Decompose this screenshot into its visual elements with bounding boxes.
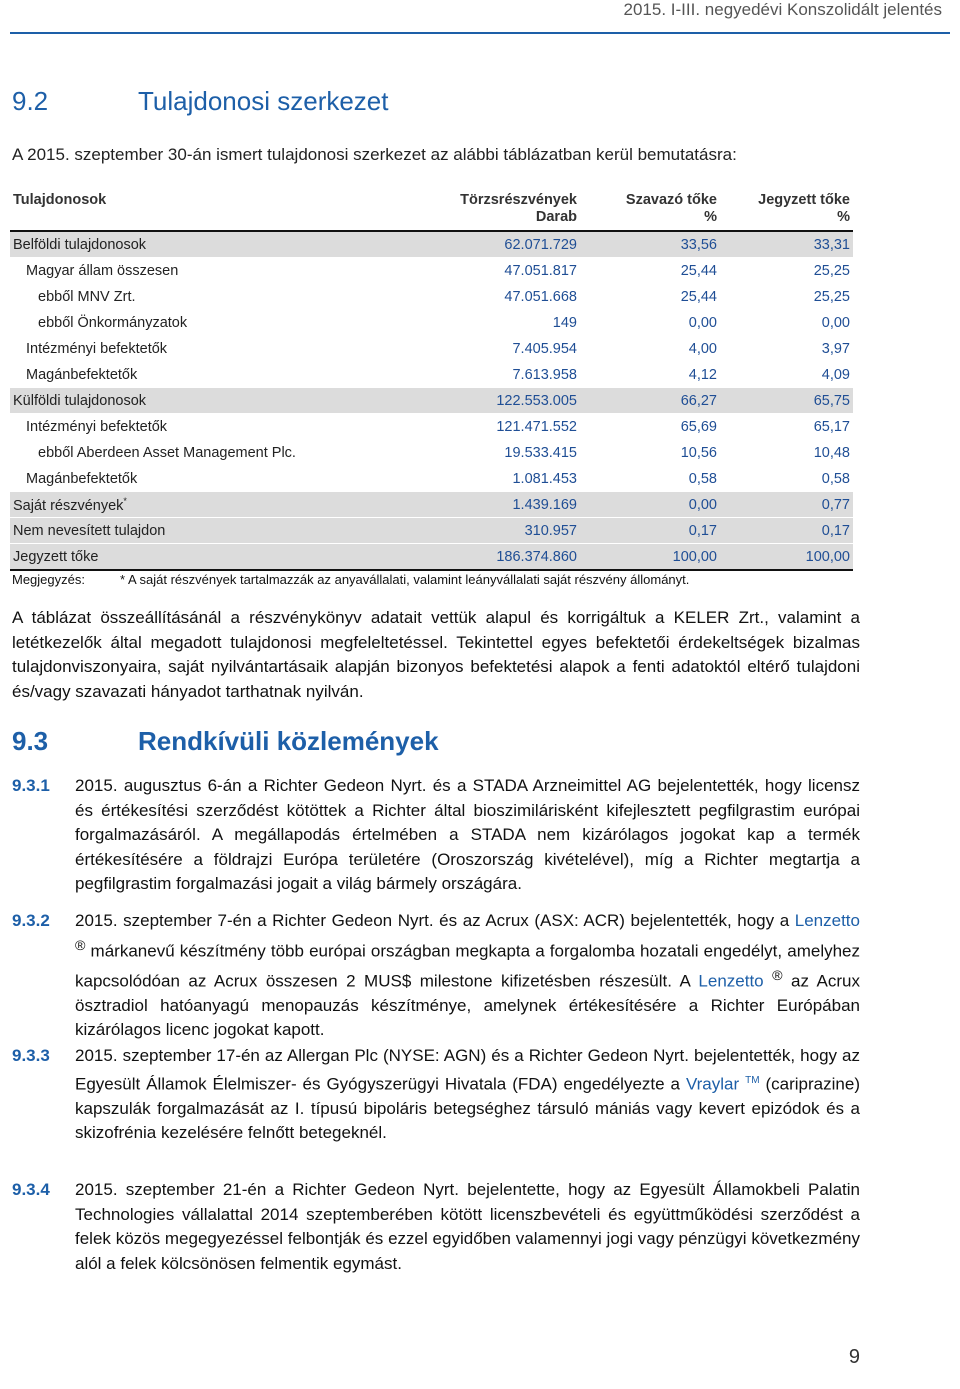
col-header-capital [720, 188, 853, 231]
table-header-row [10, 188, 853, 231]
row-voting: 10,56 [580, 440, 720, 466]
footnote-label: Megjegyzés: [12, 572, 85, 587]
row-capital: 33,31 [720, 231, 853, 258]
section-title: Tulajdonosi szerkezet [138, 86, 389, 116]
row-capital: 4,09 [720, 362, 853, 388]
row-voting: 4,12 [580, 362, 720, 388]
row-name: Magánbefektetők [10, 466, 440, 492]
table-footnote [12, 572, 689, 587]
col-header-shares [440, 188, 580, 231]
row-shares: 7.613.958 [440, 362, 580, 388]
announcement-text [75, 1044, 860, 1146]
row-name-cell [10, 492, 440, 518]
col-header-voting-line2: % [704, 209, 717, 225]
row-shares: 310.957 [440, 518, 580, 544]
row-capital: 65,75 [720, 388, 853, 414]
table-row [10, 336, 853, 362]
row-capital: 10,48 [720, 440, 853, 466]
row-voting: 25,44 [580, 284, 720, 310]
row-capital: 0,17 [720, 518, 853, 544]
announcement-number: 9.3.4 [12, 1180, 50, 1199]
brand-name-vraylar: Vraylar [685, 1074, 740, 1094]
row-shares: 7.405.954 [440, 336, 580, 362]
table-total-row [10, 544, 853, 571]
row-shares: 186.374.860 [440, 544, 580, 571]
row-voting: 0,58 [580, 466, 720, 492]
announcement-number: 9.3.2 [12, 911, 50, 930]
section-heading-announcements [12, 726, 439, 757]
row-voting: 65,69 [580, 414, 720, 440]
page-number: 9 [848, 1346, 860, 1368]
registered-mark: ® [75, 937, 86, 954]
footnote-marker: * [123, 495, 127, 506]
registered-mark: ® [772, 967, 783, 984]
row-capital: 0,58 [720, 466, 853, 492]
row-name: ebből Önkormányzatok [10, 310, 440, 336]
footnote-text: * A saját részvények tartalmazzák az anyavállalati, valamint leányvállalati saját részvény állományt. [120, 572, 690, 587]
announcement-text [75, 909, 860, 1043]
row-capital: 3,97 [720, 336, 853, 362]
section-title: Rendkívüli közlemények [138, 726, 439, 756]
row-capital: 0,77 [720, 492, 853, 518]
announcement-text: 2015. szeptember 21-én a Richter Gedeon Nyrt. bejelentette, hogy az Egyesült Államokbeli Palatin Technologies vállalattal 2014 szeptemberében kötött licenszbevételi és együttműködési szerződést a felek közös megegyezéssel felbontják és ezzel egyidőben valamennyi jogi vagy pénzügyi következmény alól a felek kölcsönösen felmentik egymást. [75, 1180, 860, 1273]
row-shares: 62.071.729 [440, 231, 580, 258]
table-row [10, 518, 853, 544]
row-capital: 25,25 [720, 284, 853, 310]
row-name: Belföldi tulajdonosok [10, 231, 440, 258]
announcement-text: 2015. augusztus 6-án a Richter Gedeon Nyrt. és a STADA Arzneimittel AG bejelentették, hogy licensz és értékesítési szerződést kötöttek a Richter által bioszimilárisként kifejlesztett pegfilgrastim európai forgalmazásáról. A megállapodás értelmében a STADA nem kizárólagos jogokat kap a termék értékesítésére a földrajzi Európa területére (Oroszország kivételével), míg a Richter megtartja a pegfilgrastim forgalmazási jogait a világ bármely országára. [75, 776, 860, 893]
announcement-item [12, 1044, 860, 1146]
row-shares: 47.051.668 [440, 284, 580, 310]
table-row [10, 414, 853, 440]
row-shares: 1.439.169 [440, 492, 580, 518]
row-shares: 1.081.453 [440, 466, 580, 492]
row-name: Magyar állam összesen [10, 258, 440, 284]
row-voting: 0,00 [580, 310, 720, 336]
row-name: Saját részvények [13, 497, 124, 514]
row-voting: 33,56 [580, 231, 720, 258]
table-row [10, 492, 853, 518]
row-voting: 25,44 [580, 258, 720, 284]
row-voting: 4,00 [580, 336, 720, 362]
row-voting: 100,00 [580, 544, 720, 571]
row-shares: 149 [440, 310, 580, 336]
row-name: ebből Aberdeen Asset Management Plc. [10, 440, 440, 466]
brand-name-lenzetto: Lenzetto [794, 911, 860, 930]
ownership-table [10, 188, 853, 571]
announcement-number: 9.3.3 [12, 1046, 50, 1065]
table-row [10, 440, 853, 466]
text-part: 2015. szeptember 7-én a Richter Gedeon Nyrt. és az Acrux (ASX: ACR) bejelentették, hogy a [75, 911, 795, 930]
row-name: Nem nevesített tulajdon [10, 518, 440, 544]
row-shares: 122.553.005 [440, 388, 580, 414]
col-header-owners: Tulajdonosok [10, 188, 440, 231]
announcement-number: 9.3.1 [12, 776, 50, 795]
col-header-capital-line1: Jegyzett tőke [758, 192, 850, 208]
col-header-capital-line2: % [837, 209, 850, 225]
table-row [10, 231, 853, 258]
row-capital: 25,25 [720, 258, 853, 284]
col-header-shares-line2: Darab [535, 209, 577, 225]
section-number: 9.2 [12, 86, 49, 116]
section-heading-ownership [12, 86, 389, 117]
row-voting: 66,27 [580, 388, 720, 414]
table-row [10, 310, 853, 336]
announcement-item [12, 909, 860, 1043]
table-row [10, 284, 853, 310]
text-part: márkanevű készítmény több európai országban megkapta a forgalomba hozatali engedélyt, amelyhez kapcsolódóan az Acrux összesen 2 MUS$ milestone kifizetésben részesült. A [75, 941, 860, 991]
row-name: Jegyzett tőke [10, 544, 440, 571]
body-paragraph: A táblázat összeállításánál a részvénykönyv adatait vettük alapul és korrigáltuk a KELER Zrt., valamint a letétkezelők által megadott tulajdonosi megfeleltetéssel. Tekintettel egyes befektetői érdekeltségek bizalmas tulajdonviszonyaira, saját nyilvántartásaik alapján bizonyos befektetési alapok a fenti adatoktól eltérő tulajdoni és/vagy szavazati hányadot tarthatnak nyilván. [12, 608, 860, 701]
col-header-voting [580, 188, 720, 231]
header-divider [10, 32, 950, 34]
section-number: 9.3 [12, 726, 49, 756]
row-capital: 100,00 [720, 544, 853, 571]
row-shares: 121.471.552 [440, 414, 580, 440]
table-row [10, 258, 853, 284]
table-row [10, 362, 853, 388]
col-header-voting-line1: Szavazó tőke [625, 192, 717, 208]
intro-text: A 2015. szeptember 30-án ismert tulajdonosi szerkezet az alábbi táblázatban kerül bemutatásra: [12, 145, 737, 164]
row-name: Magánbefektetők [10, 362, 440, 388]
announcement-item [12, 774, 860, 897]
trademark-mark: TM [745, 1074, 760, 1086]
row-name: Intézményi befektetők [10, 336, 440, 362]
row-name: ebből MNV Zrt. [10, 284, 440, 310]
row-capital: 65,17 [720, 414, 853, 440]
table-row [10, 466, 853, 492]
table-row [10, 388, 853, 414]
brand-name-lenzetto: Lenzetto [698, 971, 764, 991]
row-name: Külföldi tulajdonosok [10, 388, 440, 414]
row-name: Intézményi befektetők [10, 414, 440, 440]
col-header-shares-line1: Törzsrészvények [460, 192, 577, 208]
row-shares: 19.533.415 [440, 440, 580, 466]
row-voting: 0,17 [580, 518, 720, 544]
text-part: az Acrux ösztradiol hatóanyagú menopauzás készítménye, amelynek értékesítésére a Richter Európában kizárólagos licenc jogokat kapott. [75, 971, 860, 1040]
announcement-item [12, 1178, 860, 1276]
text-part: (cariprazine) kapszulák forgalmazását az I. típusú bipoláris betegséghez társuló mániás vagy kevert epizódok és a skizofrénia kezelésére felnőtt betegeknél. [75, 1074, 860, 1143]
row-voting: 0,00 [580, 492, 720, 518]
text-part: 2015. szeptember 17-én az Allergan Plc (NYSE: AGN) és a Richter Gedeon Nyrt. bejelentették, hogy az Egyesült Államok Élelmiszer- és Gyógyszerügyi Hivatala (FDA) engedélyezte a [75, 1046, 860, 1094]
row-shares: 47.051.817 [440, 258, 580, 284]
running-header-title: 2015. I-III. negyedévi Konszolidált jelentés [623, 0, 942, 19]
row-capital: 0,00 [720, 310, 853, 336]
